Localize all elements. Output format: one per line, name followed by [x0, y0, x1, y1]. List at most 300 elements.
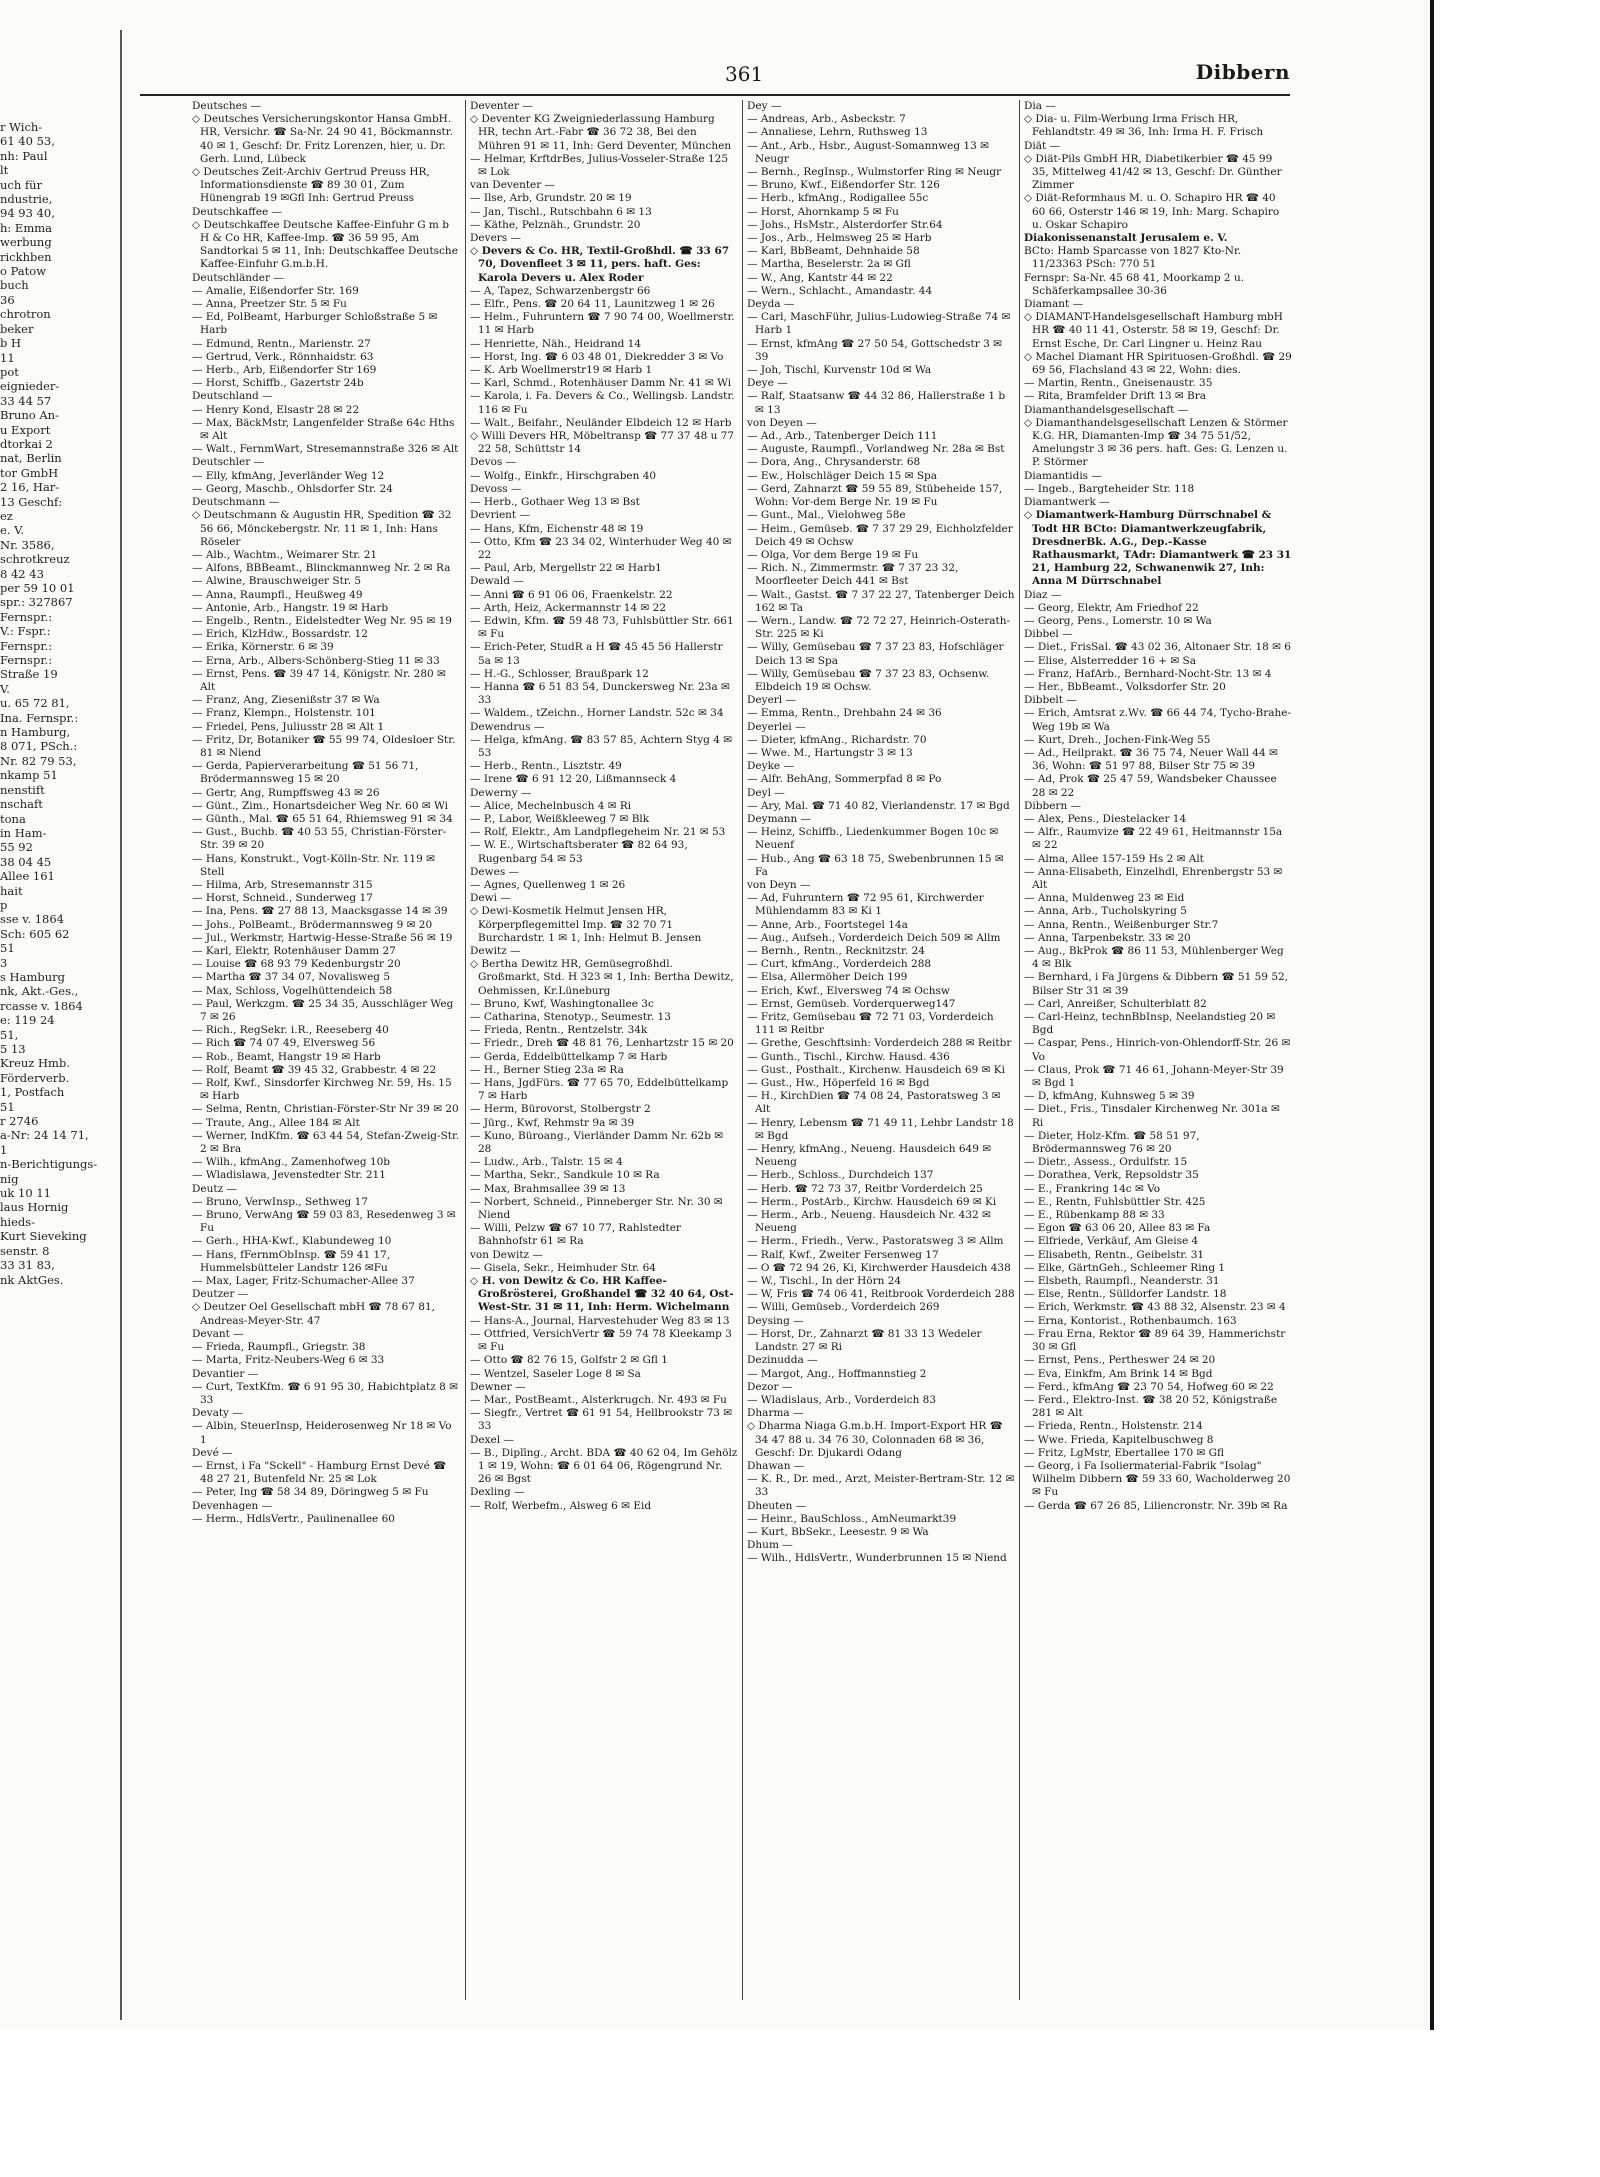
margin-fragment: 33 44 57 [0, 393, 52, 408]
directory-entry: — Herb., Rentn., Lisztstr. 49 [470, 760, 622, 773]
directory-entry: ◇ Diät-Pils GmbH HR, Diabetikerbier ☎ 45 99 35, Mittelweg 41/42 ✉ 13, Geschf: Dr. Günther Zimmer [1024, 152, 1282, 192]
directory-entry: — Fritz, LgMstr, Ebertallee 170 ✉ Gfl [1024, 1446, 1225, 1459]
margin-fragment: nenstift [0, 782, 45, 797]
directory-entry: — Fritz, Dr, Botaniker ☎ 55 99 74, Oldesloer Str. 81 ✉ Niend [192, 733, 456, 759]
directory-entry: — Ernst, Pens. ☎ 39 47 14, Königstr. Nr. 280 ✉ Alt [192, 667, 446, 693]
directory-entry: — Bruno, Kwf, Washingtonallee 3c [470, 997, 654, 1010]
surname-heading: Dibbel — [1024, 628, 1073, 641]
margin-fragment: hieds- [0, 1214, 36, 1229]
surname-heading: Dexling — [470, 1486, 525, 1499]
directory-entry: — Franz, Ang, Ziesenißstr 37 ✉ Wa [192, 694, 380, 707]
directory-entry: — O ☎ 72 94 26, Ki, Kirchwerder Hausdeich 438 [747, 1261, 1011, 1274]
directory-entry: — Horst, Ahornkamp 5 ✉ Fu [747, 205, 899, 218]
directory-entry: — Martin, Rentn., Gneisenaustr. 35 [1024, 377, 1213, 390]
directory-entry: — Ernst, Pens., Pertheswег 24 ✉ 20 [1024, 1354, 1216, 1367]
directory-entry: — P., Labor, Weißkleeweg 7 ✉ Blk [470, 812, 650, 825]
margin-fragment: h: Emma [0, 220, 52, 235]
directory-entry: — Elsbeth, Raumpfl., Neanderstr. 31 [1024, 1275, 1220, 1288]
directory-entry: — A, Tapez, Schwarzenbergstr 66 [470, 284, 651, 297]
surname-heading: von Deyn — [747, 878, 811, 891]
directory-entry: — Anna, Arb., Tucholskyring 5 [1024, 905, 1187, 918]
surname-heading: Deventer — [470, 100, 533, 112]
page-margin [1434, 0, 1600, 2177]
margin-fragment: nig [0, 1171, 19, 1186]
directory-entry: — Elsa, Allermöher Deich 199 [747, 971, 908, 984]
directory-entry: — Selma, Rentn, Christian-Förster-Str Nr 39 ✉ 20 [192, 1103, 459, 1116]
surname-heading: Devos — [470, 456, 517, 469]
directory-entry: — Herm., Arb., Neueng. Hausdeich Nr. 432 ✉ Neueng [747, 1209, 991, 1235]
surname-heading: Diamant — [1024, 298, 1084, 311]
surname-heading: Deutz — [192, 1182, 237, 1195]
directory-entry: — Walt., FernmWart, Stresemannstraße 326 ✉ Alt [192, 443, 459, 456]
surname-heading: Dewitz — [470, 945, 521, 957]
directory-entry: ◇ DIAMANT-Handelsgesellschaft Hamburg mbH HR ☎ 40 11 41, Osterstr. 58 ✉ 19, Geschf: Dr. Ernst Esche, Dr. Carl Lingner u. Heinz Rau [1024, 311, 1283, 350]
margin-fragment: Sch: 605 62 [0, 926, 70, 941]
directory-entry: — Alwine, Brauschweiger Str. 5 [192, 575, 362, 588]
surname-heading: Dewes — [470, 865, 520, 878]
directory-entry: — Georg, Elektr, Am Friedhof 22 [1024, 601, 1199, 614]
margin-fragment: chrotron [0, 307, 51, 322]
directory-entry: — Aug., BkProk ☎ 86 11 53, Mühlenberger Weg 4 ✉ Blk [1024, 945, 1284, 971]
surname-heading: Dexel — [470, 1433, 514, 1446]
directory-entry: — Wilh., kfmAng., Zamenhofweg 10b [192, 1156, 391, 1169]
margin-fragment: r Wich- [0, 120, 43, 134]
column-3 [742, 100, 1019, 2000]
directory-entry: — Ingeb., Bargteheider Str. 118 [1024, 482, 1195, 495]
margin-fragment: V.: Fspr.: [0, 624, 51, 639]
directory-entry: — W., Tischl., In der Hörn 24 [747, 1275, 902, 1288]
directory-entry: — Wolfg., Einkfr., Hirschgraben 40 [470, 469, 657, 482]
margin-fragment: 94 93 40, [0, 206, 55, 221]
directory-entry: — Willi, Gemüseb., Vorderdeich 269 [747, 1301, 940, 1314]
directory-entry: — E., Rübenkamp 88 ✉ 33 [1024, 1209, 1165, 1222]
directory-entry: — B., Diplīng., Archt. BDA ☎ 40 62 04, Im Gehölz 1 ✉ 19, Wohn: ☎ 6 01 64 06, Rögengrund Nr. 26 ✉ Bgst [470, 1446, 738, 1486]
directory-entry: — Alfr., Raumvize ☎ 22 49 61, Heitmannstr 15a ✉ 22 [1024, 826, 1283, 852]
margin-fragment: 38 04 45 [0, 854, 52, 869]
directory-entry: — Ed, PolBeamt, Harburger Schloßstraße 5 ✉ Harb [192, 311, 438, 337]
directory-entry: — Heim., Gemüseb. ☎ 7 37 29 29, Eichholzfelder Deich 49 ✉ Ochsw [747, 522, 1013, 548]
directory-entry: — E., Frankring 14c ✉ Vo [1024, 1182, 1161, 1195]
directory-entry: — Karl, Elektr, Rotenhäuser Damm 27 [192, 945, 396, 957]
directory-entry: — Herm., HdlsVertr., Paulinenallee 60 [192, 1512, 395, 1525]
directory-entry: — Gertr, Ang, Rumpffsweg 43 ✉ 26 [192, 786, 380, 799]
directory-entry: — Walt., Gastst. ☎ 7 37 22 27, Tatenberger Deich 162 ✉ Ta [747, 588, 1015, 614]
surname-heading: Devenhagen — [192, 1499, 273, 1512]
directory-entry: — Dieter, Holz-Kfm. ☎ 58 51 97, Brödermannsweg 76 ✉ 20 [1024, 1129, 1200, 1156]
directory-entry: — Alma, Allee 157-159 Hs 2 ✉ Alt [1024, 852, 1204, 865]
directory-entry: — Gunt., Mal., Vielohweg 58e [747, 509, 906, 522]
directory-entry: — Ary, Mal. ☎ 71 40 82, Vierlandenstr. 17 ✉ Bgd [747, 799, 1010, 812]
directory-entry: — Erika, Körnerstr. 6 ✉ 39 [192, 641, 334, 654]
directory-entry: — Henry, kfmAng., Neueng. Hausdeich 649 ✉ Neueng [747, 1143, 992, 1169]
directory-entry: — Gerd, Zahnarzt ☎ 59 55 89, Stübeheide 157, Wohn: Vor-dem Berge Nr. 19 ✉ Fu [747, 482, 1003, 509]
directory-entry: — Ernst, kfmAng ☎ 27 50 54, Gottschedstr 3 ✉ 39 [747, 337, 1002, 363]
margin-fragment: 33 31 83, [0, 1258, 55, 1273]
directory-entry: — Elfr., Pens. ☎ 20 64 11, Launitzweg 1 ✉ 26 [470, 298, 715, 311]
directory-entry: ◇ Deutschkaffee Deutsche Kaffee-Einfuhr G m b H & Co HR, Kaffee-Imp. ☎ 36 59 95, Am Sandtorkai 5 ✉ 11, Inh: Deutschkaffee Deutsche Kaffee-Einfuhr G.m.b.H. [192, 218, 458, 271]
directory-entry: — Ina, Pens. ☎ 27 88 13, Maacksgasse 14 ✉ 39 [192, 905, 448, 918]
margin-fragment: 36 [0, 292, 15, 307]
directory-entry: — Wern., Landw. ☎ 72 72 27, Heinrich-Osterath-Str. 225 ✉ Ki [747, 614, 1011, 641]
directory-entry: — Dorathea, Verk, Repsoldstr 35 [1024, 1169, 1199, 1182]
directory-entry: — Elfriede, Verkäuf, Am Gleise 4 [1024, 1235, 1199, 1248]
directory-entry: ◇ Dia- u. Film-Werbung Irma Frisch HR, Fehlandtstr. 49 ✉ 36, Inh: Irma H. F. Frisch [1024, 113, 1264, 139]
margin-fragment: beker [0, 321, 34, 336]
directory-entry: — Wwe. M., Hartungstr 3 ✉ 13 [747, 746, 913, 759]
directory-entry: — Otto, Kfm ☎ 23 34 02, Winterhuder Weg 40 ✉ 22 [470, 535, 732, 561]
directory-entry: ◇ Deutsches Versicherungskontor Hansa GmbH. HR, Versichr. ☎ Sa-Nr. 24 90 41, Böckmannstr. 40 ✉ 1, Geschf: Dr. Fritz Lorenzen, hier, u. Dr. Gerh. Lund, Lübeck [192, 113, 453, 165]
margin-fragment: tor GmbH [0, 465, 59, 480]
directory-entry: — Annaliese, Lehrn, Ruthsweg 13 [747, 126, 928, 139]
directory-entry: — Irene ☎ 6 91 12 20, Lißmannseck 4 [470, 773, 677, 786]
directory-entry: — W, Fris ☎ 74 06 41, Reitbrook Vorderdeich 288 [747, 1288, 1015, 1301]
directory-entry: — Paul, Arb, Mergellstr 22 ✉ Harb1 [470, 562, 662, 575]
surname-heading: Dey — [747, 100, 782, 112]
margin-fragment: V. [0, 681, 10, 696]
directory-entry: — Alex, Pens., Diestelacker 14 [1024, 812, 1187, 825]
surname-heading: Deye — [747, 377, 788, 390]
directory-entry: — Rich ☎ 74 07 49, Elversweg 56 [192, 1037, 376, 1050]
margin-fragment: b H [0, 336, 22, 351]
directory-entry: — D, kfmAng, Kuhnsweg 5 ✉ 39 [1024, 1090, 1195, 1103]
directory-entry: — Egon ☎ 63 06 20, Allee 83 ✉ Fa [1024, 1222, 1211, 1235]
directory-entry: — Frieda, Rentn., Holstenstr. 214 [1024, 1420, 1203, 1433]
margin-fragment: 11 [0, 350, 15, 365]
directory-entry: — Günth., Mal. ☎ 65 51 64, Rhiemsweg 91 ✉ 34 [192, 812, 453, 825]
page-fold [120, 30, 122, 2020]
margin-fragment: ez [0, 508, 13, 523]
margin-fragment: nk AktGes. [0, 1272, 64, 1287]
directory-entry: — Gerda ☎ 67 26 85, Liliencronstr. Nr. 39b ✉ Ra [1024, 1499, 1288, 1512]
margin-fragment: ndustrie, [0, 192, 53, 207]
directory-entry: — Helm., Fuhruntern ☎ 7 90 74 00, Woellmerstr. 11 ✉ Harb [470, 311, 735, 337]
directory-entry: — H.-G., Schlosser, Braußpark 12 [470, 667, 649, 680]
directory-entry: — Albin, SteuerInsp, Heiderosenweg Nr 18 ✉ Vo 1 [192, 1420, 452, 1446]
directory-entry: — Johs., HsMstr., Alsterdorfer Str.64 [747, 218, 943, 231]
directory-entry: — Arth, Heiz, Ackermannstr 14 ✉ 22 [470, 601, 666, 614]
directory-entry: — Herb. ☎ 72 73 37, Reitbr Vorderdeich 25 [747, 1182, 983, 1195]
directory-entry: ◇ Bertha Dewitz HR, Gemüsegroßhdl. Großmarkt, Std. H 323 ✉ 1, Inh: Bertha Dewitz, Oehmissen, Kr.Lüneburg [470, 958, 734, 997]
margin-fragment: Bruno An- [0, 408, 59, 423]
directory-entry: — Gust., Hw., Höperfeld 16 ✉ Bgd [747, 1077, 930, 1090]
directory-entry: — Carl, MaschFühr, Julius-Ludowieg-Straße 74 ✉ Harb 1 [747, 311, 1011, 337]
directory-entry: — Herb., Gothaer Weg 13 ✉ Bst [470, 496, 640, 509]
directory-entry: — Max, Schloss, Vogelhüttendeich 58 [192, 984, 393, 997]
directory-entry: — Wern., Schlacht., Amandastr. 44 [747, 284, 933, 297]
directory-entry: ◇ Deutsches Zeit-Archiv Gertrud Preuss HR, Informationsdienste ☎ 89 30 01, Zum Hünengrab 19 ✉Gfl Inh: Gertrud Preuss [192, 166, 430, 205]
surname-heading: Deutschmann — [192, 496, 280, 509]
surname-heading: Diamanthandelsgesellschaft — [1024, 403, 1189, 416]
margin-fragment: 61 40 53, [0, 134, 55, 149]
directory-entry: — Gisela, Sekr., Heimhuder Str. 64 [470, 1261, 656, 1274]
directory-entry: — Willi, Pelzw ☎ 67 10 77, Rahlstedter Bahnhofstr 61 ✉ Ra [470, 1222, 681, 1248]
directory-entry: — Erich, Kwf., Elversweg 74 ✉ Ochsw [747, 984, 950, 997]
surname-heading: Deysing — [747, 1314, 804, 1327]
margin-fragment: Allee 161 [0, 869, 55, 884]
directory-entry: — Hans-A., Journal, Harvestehuder Weg 83 ✉ 13 [470, 1314, 730, 1327]
surname-heading: Diamantidis — [1024, 469, 1102, 482]
surname-heading: Dezinudda — [747, 1354, 818, 1367]
directory-entry: — Aug., Aufseh., Vorderdeich Deich 509 ✉ Allm [747, 931, 1001, 944]
margin-fragment: schrotkreuz [0, 552, 70, 567]
directory-entry: — Ad, Prok ☎ 25 47 59, Wandsbeker Chaussee 28 ✉ 22 [1024, 773, 1277, 799]
margin-fragment: in Ham- [0, 825, 47, 840]
directory-entry: — Willy, Gemüsebau ☎ 7 37 23 83, Hofschläger Deich 13 ✉ Spa [747, 641, 1004, 667]
surname-heading: Deyerl — [747, 694, 796, 707]
previous-page-fragments [0, 120, 118, 2000]
directory-entry: — Ralf, Staatsanw ☎ 44 32 86, Hallerstraße 1 b ✉ 13 [747, 390, 1006, 416]
margin-fragment: Nr. 82 79 53, [0, 753, 77, 768]
directory-entry: — Anni ☎ 6 91 06 06, Fraenkelstr. 22 [470, 588, 673, 601]
directory-entry: — Gerda, Eddelbüttelkamp 7 ✉ Harb [470, 1050, 668, 1063]
directory-entry: — K. Arb Woellmerstr19 ✉ Harb 1 [470, 364, 653, 377]
margin-fragment: 2 16, Har- [0, 480, 60, 495]
directory-entry: — Hans, JgdFürs. ☎ 77 65 70, Eddelbüttelkamp 7 ✉ Harb [470, 1077, 729, 1103]
surname-heading: Dheuten — [747, 1499, 807, 1512]
margin-fragment: Kreuz Hmb. [0, 1056, 70, 1071]
margin-fragment: n Hamburg, [0, 725, 71, 740]
surname-heading: Dewerny — [470, 786, 532, 799]
margin-fragment: 1 [0, 1142, 8, 1157]
directory-entry: — Elise, Alsterredder 16 + ✉ Sa [1024, 654, 1196, 667]
directory-entry: — Otto ☎ 82 76 15, Golfstr 2 ✉ Gfl 1 [470, 1354, 668, 1367]
margin-fragment: Straße 19 [0, 667, 58, 682]
directory-entry: — Hilma, Arb, Stresemannstr 315 [192, 878, 373, 891]
directory-entry: — Ad., Heilprakt. ☎ 36 75 74, Neuer Wall 44 ✉ 36, Wohn: ☎ 51 97 88, Bilser Str 75 ✉ 39 [1024, 746, 1278, 773]
directory-entry: — H., Berner Stieg 23a ✉ Ra [470, 1063, 624, 1076]
directory-entry: BCto: Hamb Sparcasse von 1827 Kto-Nr. 11/23363 PSch: 770 51 [1024, 245, 1242, 271]
directory-entry: — Gerh., HHA-Kwf., Klabundeweg 10 [192, 1235, 392, 1248]
surname-heading: Deutsches — [192, 100, 262, 112]
margin-fragment: rickhben [0, 249, 52, 264]
directory-entry: — Olga, Vor dem Berge 19 ✉ Fu [747, 548, 919, 561]
directory-entry: — Georg, Maschb., Ohlsdorfer Str. 24 [192, 482, 393, 495]
directory-entry: — Grethe, Geschftsinh: Vorderdeich 288 ✉ Reitbr [747, 1037, 1012, 1050]
directory-entry: — Anna, Rentn., Weißenburger Str.7 [1024, 918, 1219, 931]
directory-entry: — Herm., PostArb., Kirchw. Hausdeich 69 ✉ Ki [747, 1195, 997, 1208]
margin-fragment: spr.: 327867 [0, 595, 73, 610]
directory-entry: — Friedel, Pens, Juliusstr 28 ✉ Alt 1 [192, 720, 385, 733]
directory-entry: Fernspr: Sa-Nr. 45 68 41, Moorkamp 2 u. Schäferkampsallee 30-36 [1024, 271, 1245, 297]
directory-entry: — Caspar, Pens., Hinrich-von-Ohlendorff-Str. 26 ✉ Vo [1024, 1037, 1291, 1063]
surname-heading: Diamantwerk — [1024, 496, 1110, 509]
margin-fragment: tona [0, 811, 26, 826]
margin-fragment: n-Berichtigungs- [0, 1157, 98, 1172]
directory-entry: — Alice, Mechelnbusch 4 ✉ Ri [470, 799, 632, 812]
directory-entry: — Max, Lager, Fritz-Schumacher-Allee 37 [192, 1275, 415, 1288]
directory-entry: — Herb., kfmAng., Rodigallee 55c [747, 192, 929, 205]
directory-entry: — Dieter, kfmAng., Richardstr. 70 [747, 733, 927, 746]
directory-entry: — Agnes, Quellenweg 1 ✉ 26 [470, 878, 626, 891]
directory-entry: — K. R., Dr. med., Arzt, Meister-Bertram-Str. 12 ✉ 33 [747, 1473, 1015, 1499]
directory-entry: — Wentzel, Saseler Loge 8 ✉ Sa [470, 1367, 641, 1380]
margin-fragment: 55 92 [0, 840, 33, 855]
directory-entry: ◇ Dharma Niaga G.m.b.H. Import-Export HR ☎ 34 47 88 u. 34 76 30, Colonnaden 68 ✉ 36, Geschf: Dr. Djukardi Odang [747, 1420, 1003, 1459]
directory-entry: — Horst, Ing. ☎ 6 03 48 01, Diekredder 3 ✉ Vo [470, 350, 724, 363]
margin-fragment: 51, [0, 1027, 19, 1042]
margin-fragment: werbung [0, 235, 52, 250]
directory-entry: — Ferd., kfmAng ☎ 23 70 54, Hofweg 60 ✉ 22 [1024, 1380, 1274, 1393]
directory-entry: — Bruno, VerwInsp., Sethweg 17 [192, 1195, 368, 1208]
directory-entry: — Erich, Werkmstr. ☎ 43 88 32, Alsenstr. 23 ✉ 4 [1024, 1301, 1286, 1314]
margin-fragment: Fernspr.: [0, 653, 53, 668]
directory-entry: — E., Rentn, Fuhlsbüttler Str. 425 [1024, 1195, 1206, 1208]
margin-fragment: o Patow [0, 264, 47, 279]
directory-entry: — Ad, Fuhruntern ☎ 72 95 61, Kirchwerder Mühlendamm 83 ✉ Ki 1 [747, 892, 984, 918]
surname-heading: Devrient — [470, 509, 530, 522]
directory-entry: — Günt., Zim., Honartsdeicher Weg Nr. 60 ✉ Wi [192, 799, 448, 812]
directory-entry: — Henry Kond, Elsastr 28 ✉ 22 [192, 403, 360, 416]
directory-entry: — Jul., Werkmstr, Hartwig-Hesse-Straße 56 ✉ 19 [192, 931, 453, 944]
directory-entry: — Werner, IndKfm. ☎ 63 44 54, Stefan-Zweig-Str. 2 ✉ Bra [192, 1129, 460, 1156]
directory-entry: — Kurt, BbSekr., Leesestr. 9 ✉ Wa [747, 1525, 929, 1538]
directory-entry: — Kurt, Dreh., Jochen-Fink-Weg 55 [1024, 733, 1211, 746]
directory-entry: — Max, BäckMstr, Langenfelder Straße 64c Hths ✉ Alt [192, 416, 455, 443]
directory-entry: — Rita, Bramfelder Drift 13 ✉ Bra [1024, 390, 1207, 403]
directory-entry: ◇ Willi Devers HR, Möbeltransp ☎ 77 37 48 u 77 22 58, Schüttstr 14 [470, 430, 735, 456]
directory-entry: — Herm, Bürovorst, Stolbergstr 2 [470, 1103, 651, 1116]
margin-fragment: nh: Paul [0, 148, 48, 163]
directory-entry: — Anna, Preetzer Str. 5 ✉ Fu [192, 298, 347, 311]
directory-entry: — Hans, fFernmObInsp. ☎ 59 41 17, Hummelsbütteler Landstr 126 ✉Fu [192, 1248, 391, 1274]
directory-entry: — Paul, Werkzgm. ☎ 25 34 35, Ausschläger Weg 7 ✉ 26 [192, 997, 454, 1024]
directory-entry: — Ralf, Kwf., Zweiter Fersenweg 17 [747, 1248, 939, 1261]
directory-entry: — Catharina, Stenotyp., Seumestr. 13 [470, 1011, 671, 1024]
surname-heading: von Deyen — [747, 416, 817, 429]
directory-entry: — W. E., Wirtschaftsberater ☎ 82 64 93, Rugenbarg 54 ✉ 53 [470, 839, 688, 865]
directory-entry: — Jan, Tischl., Rutschbahn 6 ✉ 13 [470, 205, 652, 218]
directory-entry: — Erich-Peter, StudR a H ☎ 45 45 56 Hallerstr 5a ✉ 13 [470, 641, 723, 667]
directory-entry: ◇ Deutzer Oel Gesellschaft mbH ☎ 78 67 81, Andreas-Meyer-Str. 47 [192, 1301, 435, 1327]
directory-entry: — Waldem., tZeichn., Horner Landstr. 52c ✉ 34 [470, 707, 724, 720]
directory-entry: ◇ Diamanthandelsgesellschaft Lenzen & Störmer K.G. HR, Diamanten-Imp ☎ 34 75 51/52, Amelungstr 3 ✉ 36 pers. haft. Ges: G. Lenzen u. P. Störmer [1024, 416, 1288, 469]
surname-heading: Devers — [470, 232, 522, 245]
directory-entry: — Herm., Friedh., Verw., Pastoratsweg 3 ✉ Allm [747, 1235, 1004, 1248]
surname-heading: Diaz — [1024, 588, 1062, 601]
directory-entry: — Horst, Schiffb., Gazertstr 24b [192, 377, 364, 390]
directory-entry: — Claus, Prok ☎ 71 46 61, Johann-Meyer-Str 39 ✉ Bgd 1 [1024, 1063, 1284, 1090]
directory-entry: — Max, Brahmsallee 39 ✉ 13 [470, 1182, 626, 1195]
margin-fragment: e. V. [0, 523, 25, 538]
directory-entry: — Karola, i. Fa. Devers & Co., Wellingsb. Landstr. 116 ✉ Fu [470, 390, 735, 416]
directory-entry: — Martha, Beselerstr. 2a ✉ Gfl [747, 258, 911, 271]
directory-entry: — Anna, Muldenweg 23 ✉ Eid [1024, 892, 1185, 905]
directory-entry: — Dietr., Assess., Ordulfstr. 15 [1024, 1156, 1188, 1169]
surname-heading: Dibbelt — [1024, 694, 1077, 707]
directory-entry: — Edwin, Kfm. ☎ 59 48 73, Fuhlsbüttler Str. 661 ✉ Fu [470, 614, 734, 641]
margin-fragment: 51 [0, 941, 15, 956]
margin-fragment: p [0, 897, 8, 912]
directory-entry: ◇ Deventer KG Zweigniederlassung Hamburg HR, techn Art.-Fabr ☎ 36 72 38, Bei den Mühren 91 ✉ 11, Inh: Gerd Deventer, München [470, 113, 732, 152]
surname-heading: Dhum — [747, 1539, 793, 1552]
directory-entry: — Walt., Beifahr., Neuländer Elbdeich 12 ✉ Harb [470, 416, 732, 429]
margin-fragment: per 59 10 01 [0, 581, 75, 595]
directory-entry: — Friedr., Dreh ☎ 48 81 76, Lenhartzstr 15 ✉ 20 [470, 1037, 734, 1050]
margin-fragment: dtorkai 2 [0, 436, 53, 451]
directory-entry: — Hans, Konstrukt., Vogt-Kölln-Str. Nr. 119 ✉ Stell [192, 852, 435, 878]
directory-entry: — Erna, Kontorist., Rothenbaumch. 163 [1024, 1314, 1237, 1327]
margin-fragment: nschaft [0, 797, 43, 812]
directory-entry: — Margot, Ang., Hoffmannstieg 2 [747, 1367, 927, 1380]
directory-entry: — Helmar, KrftdrBes, Julius-Vosseler-Straße 125 ✉ Lok [470, 152, 729, 179]
directory-entry: — Georg, i Fa Isoliermaterial-Fabrik "Isolag" Wilhelm Dibbern ☎ 59 33 60, Wacholderweg 20 ✉ Fu [1024, 1459, 1291, 1499]
directory-entry: — Ernst, Gemüseb. Vorderquerweg147 [747, 997, 956, 1010]
margin-fragment: nkamp 51 [0, 768, 58, 783]
directory-entry: — Engelb., Rentn., Eidelstedter Weg Nr. 95 ✉ 19 [192, 614, 452, 627]
directory-entry: — Alfons, BBBeamt., Blinckmannweg Nr. 2 ✉ Ra [192, 562, 451, 575]
margin-fragment: Ina. Fernspr.: [0, 710, 79, 725]
directory-entry: — Gust., Buchb. ☎ 40 53 55, Christian-Förster-Str. 39 ✉ 20 [192, 826, 447, 852]
margin-fragment: eignieder- [0, 379, 60, 394]
margin-fragment: a-Nr: 24 14 71, [0, 1128, 89, 1143]
directory-entry: — Ludw., Arb., Talstr. 15 ✉ 4 [470, 1156, 623, 1169]
directory-entry: — Anne, Arb., Foortstegel 14a [747, 918, 908, 931]
directory-entry: — Wladislawa, Jevenstedter Str. 211 [192, 1169, 386, 1182]
margin-fragment: uch für [0, 177, 43, 192]
surname-heading: Devoss — [470, 482, 522, 495]
directory-entry: — Erna, Arb., Albers-Schönberg-Stieg 11 ✉ 33 [192, 654, 440, 667]
surname-heading: Deutschland — [192, 390, 273, 403]
margin-fragment: sse v. 1864 [0, 912, 64, 927]
directory-entry: — Anna-Elisabeth, Einzelhdl, Ehrenbergstr 53 ✉ Alt [1024, 865, 1283, 891]
directory-entry: — Anna, Tarpenbekstr. 33 ✉ 20 [1024, 931, 1191, 944]
margin-fragment: Nr. 3586, [0, 537, 55, 552]
directory-entry: — Bernh., Rentn., Recknitzstr. 24 [747, 945, 925, 957]
directory-entry: — Rich. N., Zimmermstr. ☎ 7 37 23 32, Moorfleeter Deich 441 ✉ Bst [747, 562, 959, 588]
directory-entry: — Heinz, Schiffb., Liedenkummer Bogen 10c ✉ Neuenf [747, 826, 999, 852]
directory-entry: — Diet., FrisSal. ☎ 43 02 36, Altonaer Str. 18 ✉ 6 [1024, 641, 1291, 654]
directory-entry: — Kuno, Büroang., Vierländer Damm Nr. 62b ✉ 28 [470, 1129, 724, 1156]
page-header [140, 58, 1290, 98]
directory-entry: — Elisabeth, Rentn., Geibelstr. 31 [1024, 1248, 1205, 1261]
directory-entry: — Martha ☎ 37 34 07, Novalisweg 5 [192, 971, 391, 984]
margin-fragment: nk, Akt.-Ges., [0, 984, 79, 999]
directory-entry: ◇ Devers & Co. HR, Textil-Großhdl. ☎ 33 67 70, Dovenfleet 3 ✉ 11, pers. haft. Ges: Karola Devers u. Alex Roder [470, 245, 730, 284]
surname-heading: van Deventer — [470, 179, 556, 192]
surname-heading: Dewendrus — [470, 720, 545, 733]
directory-entry: — Ottfried, VersichVertr ☎ 59 74 78 Kleekamp 3 ✉ Fu [470, 1327, 732, 1354]
directory-entry: — Amalie, Eißendorfer Str. 169 [192, 284, 359, 297]
directory-entry: — Bernh., RegInsp., Wulmstorfer Ring ✉ Neugr [747, 166, 1002, 179]
margin-fragment: Förderverb. [0, 1070, 70, 1085]
directory-entry: — Martha, Sekr., Sandkule 10 ✉ Ra [470, 1169, 660, 1182]
surname-heading: Devé — [192, 1446, 233, 1459]
surname-heading: Dia — [1024, 100, 1056, 112]
directory-entry: — Carl-Heinz, technBbInsp, Neelandstieg 20 ✉ Bgd [1024, 1011, 1276, 1037]
surname-heading: Deyke — [747, 760, 794, 773]
directory-columns [188, 100, 1296, 2000]
directory-entry: — Frieda, Raumpfl., Griegstr. 38 [192, 1341, 366, 1354]
directory-entry: — Frieda, Rentn., Rentzelstr. 34k [470, 1024, 648, 1037]
margin-fragment: nat, Berlin [0, 451, 62, 466]
directory-entry: ◇ H. von Dewitz & Co. HR Kaffee-Großrösterei, Großhandel ☎ 32 40 64, Ost-West-Str. 31 ✉ 11, Inh: Herm. Wichelmann [470, 1275, 734, 1314]
margin-fragment: 51 [0, 1099, 15, 1114]
directory-entry: — Andreas, Arb., Asbeckstr. 7 [747, 113, 906, 126]
directory-entry: — Karl, BbBeamt, Dehnhaide 58 [747, 245, 920, 258]
surname-heading: Deutschler — [192, 456, 265, 469]
surname-heading: Deymann — [747, 812, 812, 825]
directory-entry: — Käthe, Pelznäh., Grundstr. 20 [470, 218, 641, 231]
column-4 [1019, 100, 1296, 2000]
directory-entry: — Siegfr., Vertret ☎ 61 91 54, Hellbrookstr 73 ✉ 33 [470, 1407, 733, 1433]
surname-heading: Dharma — [747, 1407, 804, 1420]
header-rule [140, 94, 1290, 96]
directory-entry: — Horst, Schneid., Sunderweg 17 [192, 892, 373, 905]
directory-entry: — Elke, GärtnGeh., Schleemer Ring 1 [1024, 1261, 1226, 1274]
margin-fragment: senstr. 8 [0, 1243, 50, 1258]
directory-entry: — Hanna ☎ 6 51 83 54, Dunckersweg Nr. 23a ✉ 33 [470, 680, 730, 707]
directory-entry: — Alb., Wachtm., Weimarer Str. 21 [192, 548, 378, 561]
